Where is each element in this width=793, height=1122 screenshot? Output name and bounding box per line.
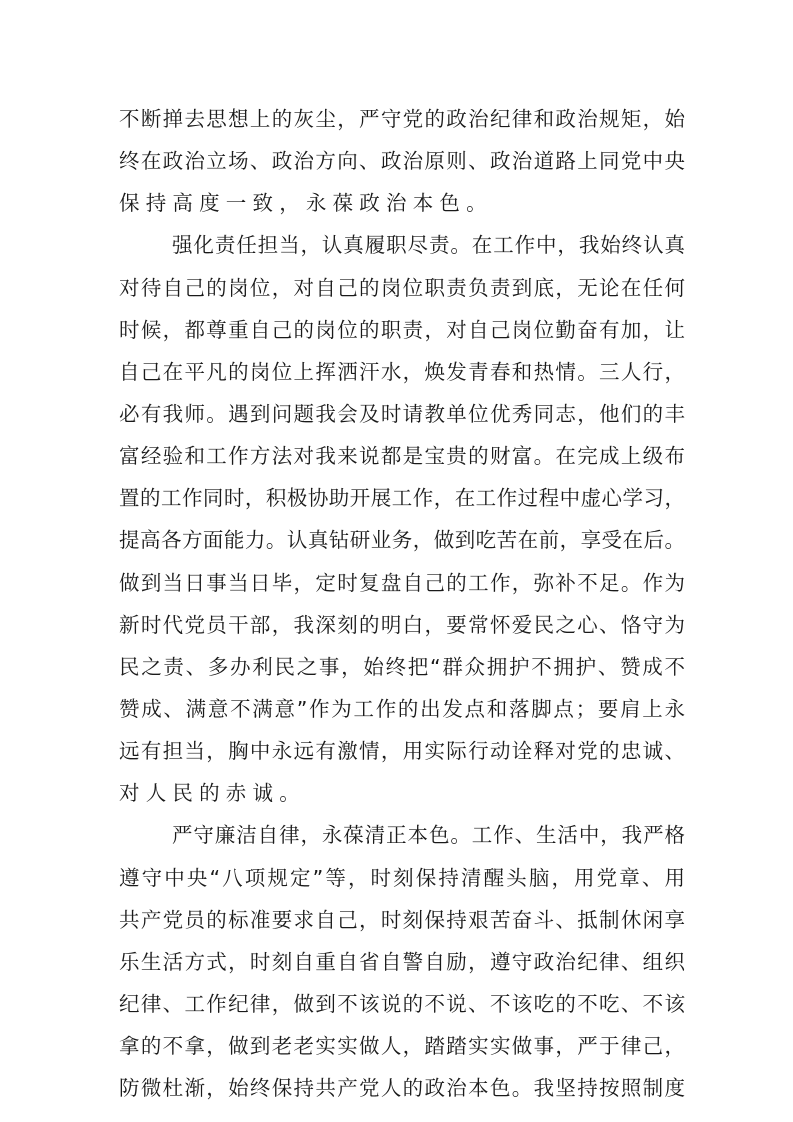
text-line: 纪律、工作纪律，做到不该说的不说、不该吃的不吃、不该: [119, 991, 685, 1016]
text-line: 共产党员的标准要求自己，时刻保持艰苦奋斗、抵制休闲享: [119, 907, 685, 932]
text-line: 时候，都尊重自己的岗位的职责，对自己岗位勤奋有加，让: [119, 317, 685, 342]
text-line: 遵守中央“八项规定”等，时刻保持清醒头脑，用党章、用: [119, 865, 685, 890]
text-line: 对人民的赤诚。: [119, 781, 306, 806]
text-line: 远有担当，胸中永远有激情，用实际行动诠释对党的忠诚、: [119, 739, 685, 764]
text-line: 终在政治立场、政治方向、政治原则、政治道路上同党中央: [119, 149, 685, 174]
text-line: 赞成、满意不满意”作为工作的出发点和落脚点；要肩上永: [119, 696, 685, 721]
text-line: 对待自己的岗位，对自己的岗位职责负责到底，无论在任何: [119, 275, 685, 300]
text-line: 拿的不拿，做到老老实实做人，踏踏实实做事，严于律己，: [119, 1034, 685, 1059]
text-line: 乐生活方式，时刻自重自省自警自励，遵守政治纪律、组织: [119, 949, 685, 974]
text-line: 做到当日事当日毕，定时复盘自己的工作，弥补不足。作为: [119, 570, 685, 595]
text-line: 自己在平凡的岗位上挥洒汗水，焕发青春和热情。三人行，: [119, 359, 685, 384]
text-line: 必有我师。遇到问题我会及时请教单位优秀同志，他们的丰: [119, 401, 685, 426]
text-line: 强化责任担当，认真履职尽责。在工作中，我始终认真: [172, 233, 685, 258]
text-line: 新时代党员干部，我深刻的明白，要常怀爱民之心、恪守为: [119, 612, 685, 637]
text-line: 置的工作同时，积极协助开展工作，在工作过程中虚心学习，: [119, 486, 685, 511]
text-line: 民之责、多办利民之事，始终把“群众拥护不拥护、赞成不: [119, 654, 685, 679]
text-line: 严守廉洁自律，永葆清正本色。工作、生活中，我严格: [172, 823, 685, 848]
paragraph-integrity: [119, 814, 685, 1109]
text-line: 防微杜渐，始终保持共产党人的政治本色。我坚持按照制度: [119, 1076, 685, 1101]
paragraph-political-stance: [119, 98, 685, 224]
text-line: 保持高度一致，永葆政治本色。: [119, 191, 493, 216]
document-page: [119, 98, 685, 1109]
text-line: 不断掸去思想上的灰尘，严守党的政治纪律和政治规矩，始: [119, 107, 685, 131]
text-line: 富经验和工作方法对我来说都是宝贵的财富。在完成上级布: [119, 444, 685, 469]
text-line: 提高各方面能力。认真钻研业务，做到吃苦在前，享受在后。: [119, 528, 685, 553]
paragraph-responsibility: [119, 224, 685, 814]
